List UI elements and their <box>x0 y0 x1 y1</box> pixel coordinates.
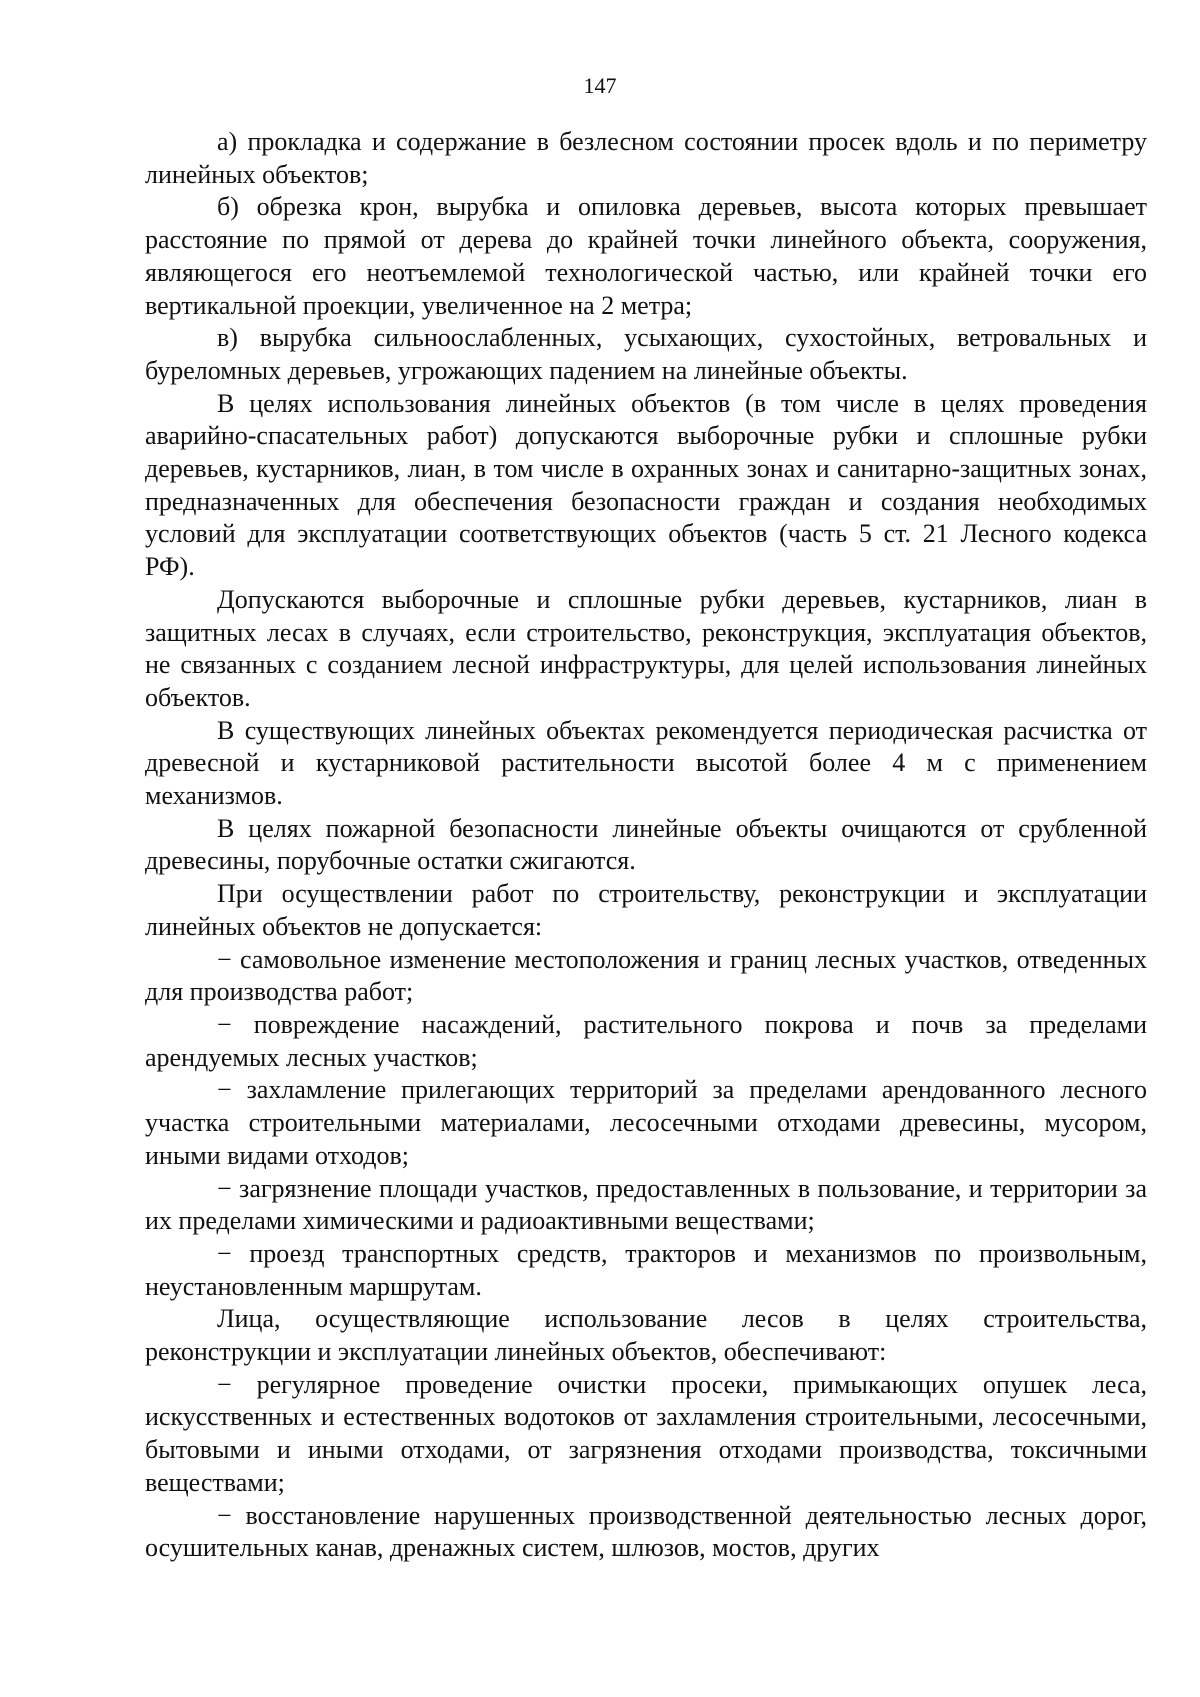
list-item-regular-cleaning: − регулярное проведение очистки просеки, примыкающих опушек леса, искусственных и естественных водотоков от захламления строительными, лесосечными, бытовыми и иными отходами, от загрязнения отходами производства, токсичными веществами; <box>145 1369 1147 1497</box>
list-item-restoration: − восстановление нарушенных производственной деятельностью лесных дорог, осушительных канав, дренажных систем, шлюзов, мостов, других <box>145 1500 1147 1563</box>
paragraph-fire-safety: В целях пожарной безопасности линейные объекты очищаются от срубленной древесины, порубочные остатки сжигаются. <box>145 813 1147 876</box>
paragraph-item-b: б) обрезка крон, вырубка и опиловка деревьев, высота которых превышает расстояние по прямой от дерева до крайней точки линейного объекта, сооружения, являющегося его неотъемлемой технологической частью, или крайней точки его вертикальной проекции, увеличенное на 2 метра; <box>145 192 1147 320</box>
list-item-boundary-change: − самовольное изменение местоположения и границ лесных участков, отведенных для производства работ; <box>145 944 1147 1007</box>
paragraph-item-a: а) прокладка и содержание в безлесном состоянии просек вдоль и по периметру линейных объектов; <box>145 127 1147 189</box>
paragraph-periodic-clearing: В существующих линейных объектах рекомендуется периодическая расчистка от древесной и кустарниковой растительности высотой более 4 м с применением механизмов. <box>145 715 1147 811</box>
paragraph-item-v: в) вырубка сильноослабленных, усыхающих, сухостойных, ветровальных и буреломных деревьев, угрожающих падением на линейные объекты. <box>145 323 1147 385</box>
paragraph-linear-objects-cutting: В целях использования линейных объектов (в том числе в целях проведения аварийно-спасательных работ) допускаются выборочные рубки и сплошные рубки деревьев, кустарников, лиан, в том числе в охранных зонах и санитарно-защитных зонах, предназначенных для обеспечения безопасности граждан и создания необходимых условий для эксплуатации соответствующих объектов (часть 5 ст. 21 Лесного кодекса РФ). <box>145 388 1147 582</box>
document-body <box>145 126 1147 1565</box>
paragraph-protective-forests: Допускаются выборочные и сплошные рубки деревьев, кустарников, лиан в защитных лесах в случаях, если строительство, реконструкция, эксплуатация объектов, не связанных с созданием лесной инфраструктуры, для целей использования линейных объектов. <box>145 584 1147 712</box>
paragraph-obligations-intro: Лица, осуществляющие использование лесов в целях строительства, реконструкции и эксплуатации линейных объектов, обеспечивают: <box>145 1304 1147 1367</box>
page-number: 147 <box>583 73 617 98</box>
list-item-littering: − захламление прилегающих территорий за пределами арендованного лесного участка строительными материалами, лесосечными отходами древесины, мусором, иными видами отходов; <box>145 1075 1147 1170</box>
list-item-vegetation-damage: − повреждение насаждений, растительного покрова и почв за пределами арендуемых лесных участков; <box>145 1009 1147 1072</box>
list-item-pollution: − загрязнение площади участков, предоставленных в пользование, и территории за их пределами химическими и радиоактивными веществами; <box>145 1173 1147 1236</box>
paragraph-prohibitions-intro: При осуществлении работ по строительству, реконструкции и эксплуатации линейных объектов не допускается: <box>145 879 1147 941</box>
list-item-arbitrary-routes: − проезд транспортных средств, тракторов и механизмов по произвольным, неустановленным маршрутам. <box>145 1238 1147 1301</box>
